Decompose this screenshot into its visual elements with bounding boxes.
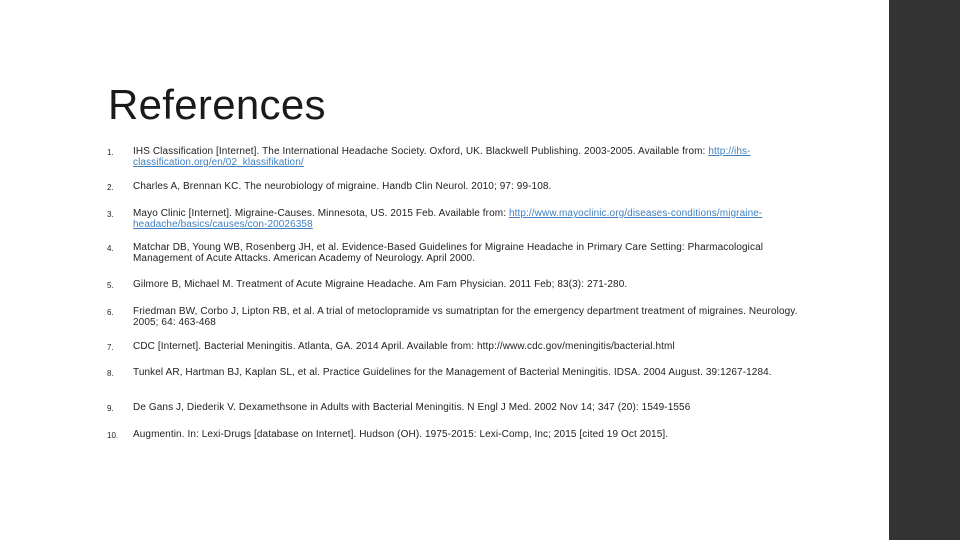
reference-link[interactable]: http://www.mayoclinic.org/diseases-conditions/migraine-headache/basics/causes/con-20026358 — [133, 208, 763, 230]
reference-citation: Gilmore B, Michael M. Treatment of Acute Migraine Headache. Am Fam Physician. 2011 Feb; 83(3): 271-280. — [133, 279, 628, 290]
reference-citation: Charles A, Brennan KC. The neurobiology of migraine. Handb Clin Neurol. 2010; 97: 99-108. — [133, 181, 552, 192]
reference-text — [133, 243, 818, 264]
reference-text — [133, 430, 818, 441]
reference-text — [133, 182, 818, 193]
reference-text — [133, 147, 818, 168]
reference-text — [133, 368, 818, 379]
reference-citation: Matchar DB, Young WB, Rosenberg JH, et al. Evidence-Based Guidelines for Migraine Headache in Primary Care Setting: Pharmacological Management of Acute Attacks. American Academy of Neurology. April 2000. — [133, 242, 764, 264]
page-title: References — [108, 81, 326, 128]
reference-text — [133, 307, 818, 328]
reference-number: 6. — [107, 308, 114, 317]
reference-number: 4. — [107, 244, 114, 253]
reference-number: 7. — [107, 343, 114, 352]
reference-citation: CDC [Internet]. Bacterial Meningitis. Atlanta, GA. 2014 April. Available from: http://www.cdc.gov/meningitis/bacterial.html — [133, 341, 675, 352]
reference-citation: De Gans J, Diederik V. Dexamethsone in Adults with Bacterial Meningitis. N Engl J Med. 2002 Nov 14; 347 (20): 1549-1556 — [133, 402, 691, 413]
reference-number: 1. — [107, 148, 114, 157]
reference-citation: Augmentin. In: Lexi-Drugs [database on Internet]. Hudson (OH). 1975-2015: Lexi-Comp, Inc; 2015 [cited 19 Oct 2015]. — [133, 429, 669, 440]
reference-citation: Tunkel AR, Hartman BJ, Kaplan SL, et al. Practice Guidelines for the Management of Bacterial Meningitis. IDSA. 2004 August. 39:1267-1284. — [133, 367, 772, 378]
reference-number: 5. — [107, 281, 114, 290]
reference-number: 2. — [107, 183, 114, 192]
slide-sidebar — [889, 0, 960, 540]
reference-link[interactable]: http://ihs-classification.org/en/02_klassifikation/ — [133, 146, 751, 168]
reference-text — [133, 209, 818, 230]
reference-citation: Friedman BW, Corbo J, Lipton RB, et al. A trial of metoclopramide vs sumatriptan for the emergency department treatment of migraines. Neurology. 2005; 64: 463-468 — [133, 306, 798, 328]
reference-number: 8. — [107, 369, 114, 378]
reference-text — [133, 280, 818, 291]
reference-text — [133, 403, 818, 414]
reference-text — [133, 342, 818, 353]
reference-citation: Mayo Clinic [Internet]. Migraine-Causes. Minnesota, US. 2015 Feb. Available from: — [133, 208, 509, 219]
reference-number: 10. — [107, 431, 119, 440]
reference-citation: IHS Classification [Internet]. The International Headache Society. Oxford, UK. Blackwell Publishing. 2003-2005. Available from: — [133, 146, 709, 157]
reference-number: 3. — [107, 210, 114, 219]
reference-number: 9. — [107, 404, 114, 413]
